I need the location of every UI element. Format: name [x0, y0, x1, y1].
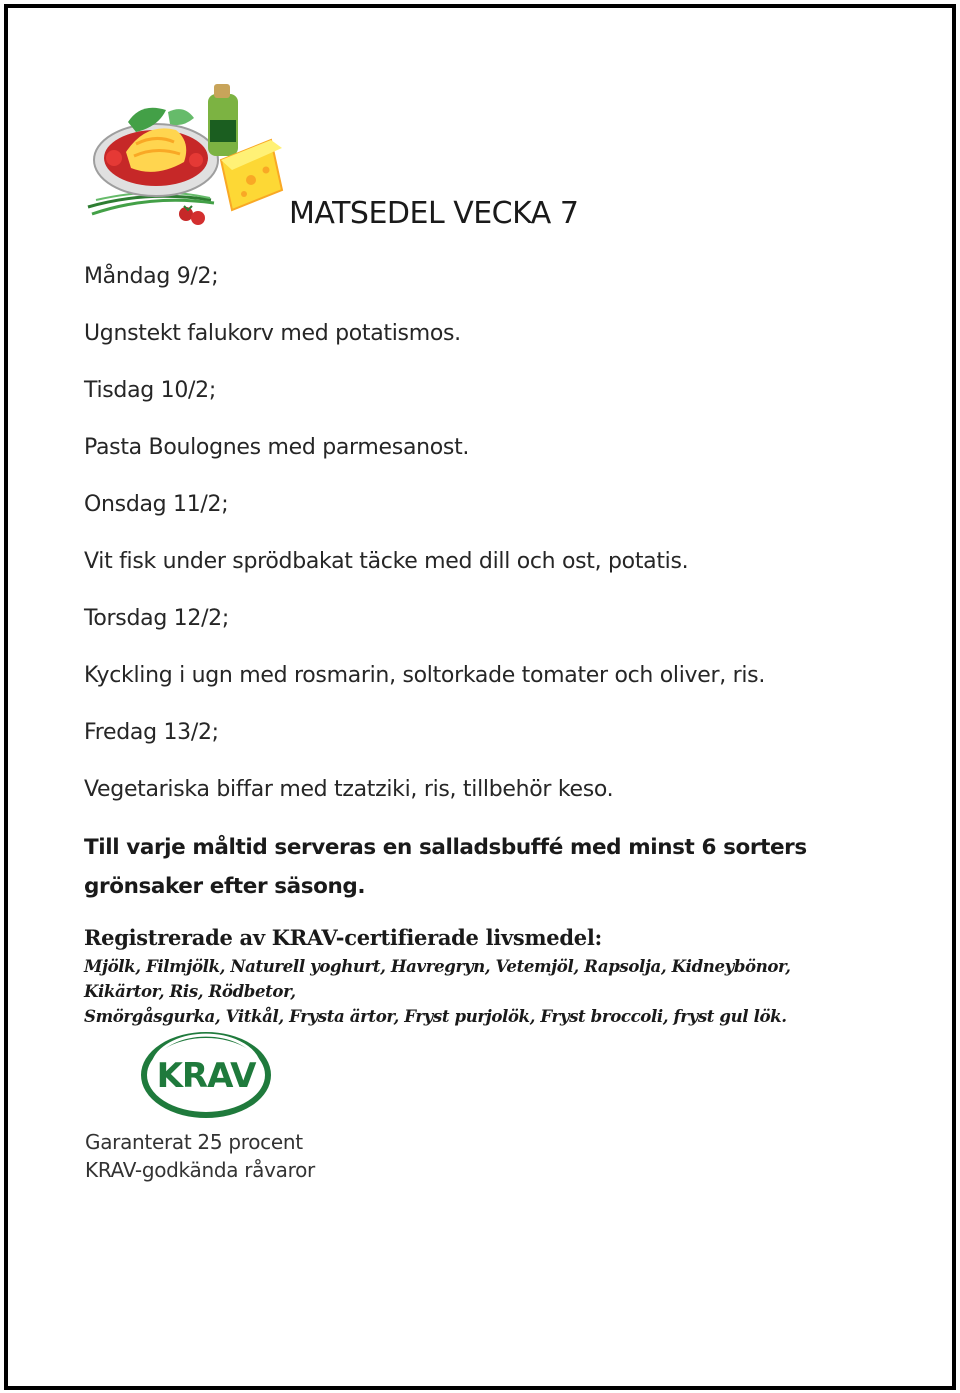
menu-day-thursday: Torsdag 12/2;	[84, 606, 229, 631]
krav-logo-icon	[140, 1030, 272, 1120]
menu-dish-thursday: Kyckling i ugn med rosmarin, soltorkade tomater och oliver, ris.	[84, 663, 766, 688]
menu-day-monday: Måndag 9/2;	[84, 264, 219, 289]
krav-guarantee-caption	[85, 1128, 315, 1184]
menu-day-wednesday: Onsdag 11/2;	[84, 492, 229, 517]
menu-dish-monday: Ugnstekt falukorv med potatismos.	[84, 321, 461, 346]
menu-dish-wednesday: Vit fisk under sprödbakat täcke med dill och ost, potatis.	[84, 549, 689, 574]
krav-products-line: Mjölk, Filmjölk, Naturell yoghurt, Havregryn, Vetemjöl, Rapsolja, Kidneybönor,	[84, 956, 791, 976]
krav-products-line: Smörgåsgurka, Vitkål, Frysta ärtor, Fryst purjolök, Fryst broccoli, fryst gul lök.	[84, 1006, 787, 1026]
menu-dish-tuesday: Pasta Boulognes med parmesanost.	[84, 435, 470, 460]
salad-buffet-note: Till varje måltid serveras en salladsbuffé med minst 6 sorters grönsaker efter säsong.	[84, 835, 807, 899]
krav-products-line: Kikärtor, Ris, Rödbetor,	[84, 981, 296, 1001]
food-illustration-icon	[86, 82, 286, 232]
menu-day-tuesday: Tisdag 10/2;	[84, 378, 216, 403]
krav-heading: Registrerade av KRAV-certifierade livsmedel:	[84, 925, 602, 950]
krav-caption-line: KRAV-godkända råvaror	[85, 1158, 315, 1182]
weekly-menu	[84, 262, 904, 832]
menu-dish-friday: Vegetariska biffar med tzatziki, ris, tillbehör keso.	[84, 777, 614, 802]
menu-day-friday: Fredag 13/2;	[84, 720, 219, 745]
krav-caption-line: Garanterat 25 procent	[85, 1130, 303, 1154]
krav-logo-text: KRAV	[156, 1056, 256, 1096]
page-title: MATSEDEL VECKA 7	[289, 196, 579, 231]
krav-products-list	[84, 954, 884, 1029]
